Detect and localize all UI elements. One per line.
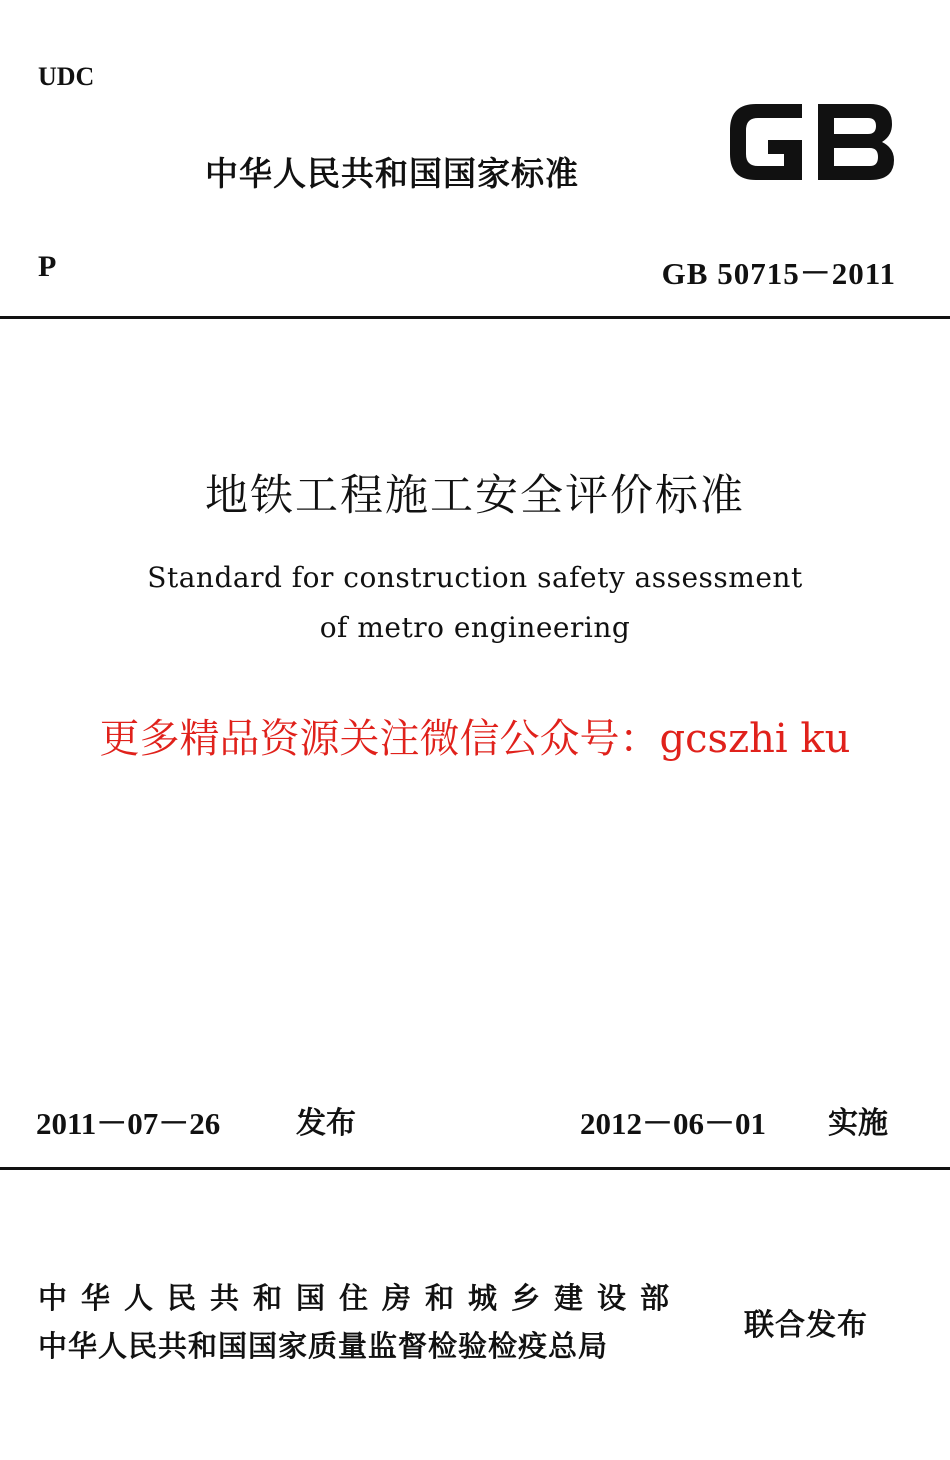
- udc-label: UDC: [38, 62, 95, 91]
- title-chinese: 地铁工程施工安全评价标准: [205, 471, 745, 521]
- publisher-ministry: 中华人民共和国住房和城乡建设部: [38, 1281, 684, 1315]
- top-divider: [0, 316, 950, 319]
- joint-release-label: 联合发布: [744, 1308, 868, 1343]
- standard-number: GB 50715－2011: [661, 256, 896, 291]
- promo-watermark-text: 更多精品资源关注微信公众号：gcszhi ku: [99, 716, 851, 762]
- bottom-divider: [0, 1167, 950, 1170]
- title-english: [0, 553, 950, 653]
- implementation-label: 实施: [828, 1106, 888, 1141]
- gb-logo-graphic: [722, 96, 898, 188]
- publisher-aqsiq: 中华人民共和国国家质量监督检验检疫总局: [38, 1329, 609, 1363]
- title-english-line1: Standard for construction safety assessment: [147, 561, 803, 594]
- title-english-line2: of metro engineering: [319, 611, 631, 644]
- implementation-date: 2012－06－01: [580, 1106, 766, 1141]
- issue-date: 2011－07－26: [36, 1106, 221, 1141]
- issue-label: 发布: [296, 1106, 356, 1141]
- gb-logo: [722, 96, 898, 188]
- classification-code: P: [38, 250, 57, 283]
- national-standard-heading: 中华人民共和国国家标准: [205, 154, 579, 193]
